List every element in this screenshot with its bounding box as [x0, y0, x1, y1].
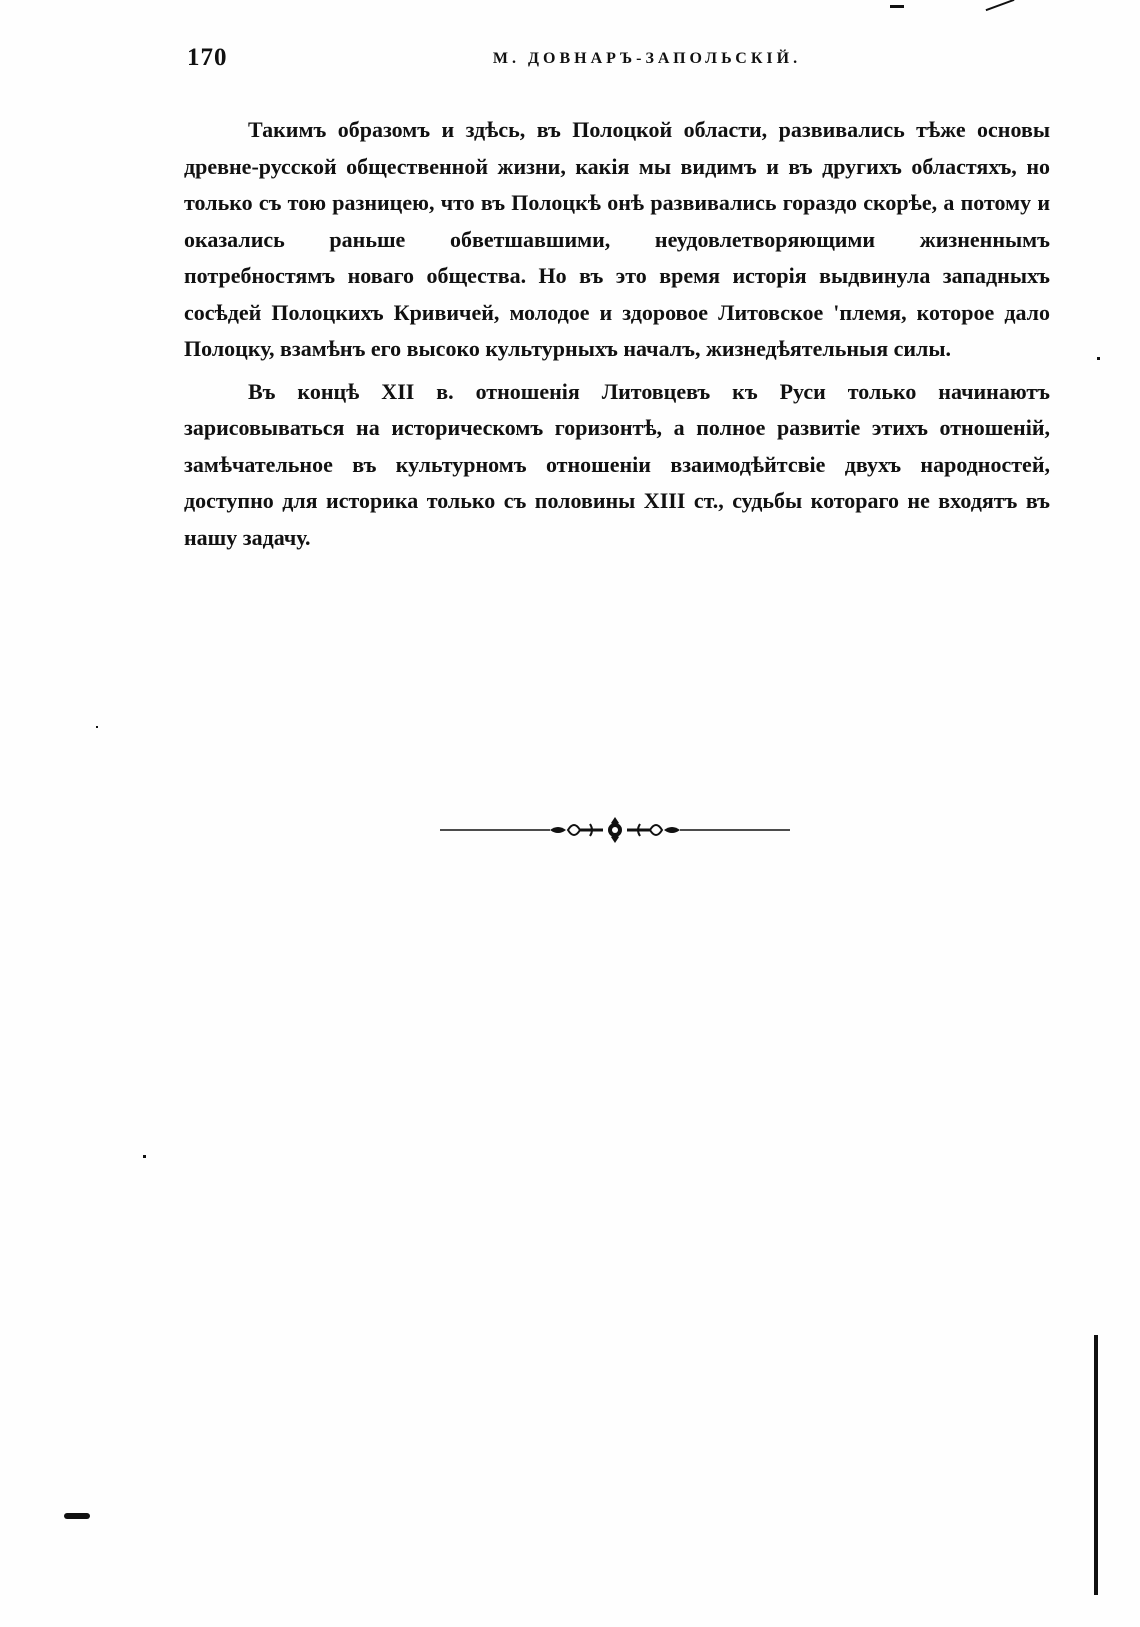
page-number: 170: [187, 44, 228, 71]
scan-mark-left-edge: [64, 1513, 90, 1519]
body-text: [184, 112, 1050, 562]
running-head: [187, 44, 1047, 76]
running-title: М. ДОВНАРЪ-ЗАПОЛЬСКІЙ.: [492, 50, 802, 67]
decorative-tailpiece-icon: [440, 815, 790, 845]
scan-mark-top-right: [890, 5, 904, 8]
paragraph-2: Въ концѣ XII в. отношенія Литовцевъ къ Руси только начинаютъ зарисовываться на историческомъ горизонтѣ, а полное развитіе этихъ отношеній, замѣчательное въ культурномъ отношеніи взаимодѣйтсвіе двухъ народностей, доступно для историка только съ половины XIII ст., судьбы котораго не входятъ въ нашу задачу.: [184, 378, 1050, 550]
paragraph-1: Такимъ образомъ и здѣсь, въ Полоцкой области, развивались тѣже основы древне-русской общественной жизни, какія мы видимъ и въ другихъ областяхъ, но только съ тою разницею, что въ Полоцкѣ онѣ развивались гораздо скорѣе, а потому и оказались раньше обветшавшими, неудовлетворяющими жизненнымъ потребностямъ новаго общества. Но въ это время исторія выдвинула западныхъ сосѣдей Полоцкихъ Кривичей, молодое и здоровое Литовское 'племя, которое дало Полоцку, взамѣнъ его высоко культурныхъ началъ, жизнедѣятельныя силы.: [184, 117, 1050, 361]
scan-dot: [1097, 357, 1100, 360]
scan-dot: [143, 1155, 146, 1158]
scan-mark-top-right-stroke: [986, 0, 1015, 11]
scan-dot: [96, 726, 98, 728]
scan-mark-right-edge: [1094, 1335, 1098, 1595]
